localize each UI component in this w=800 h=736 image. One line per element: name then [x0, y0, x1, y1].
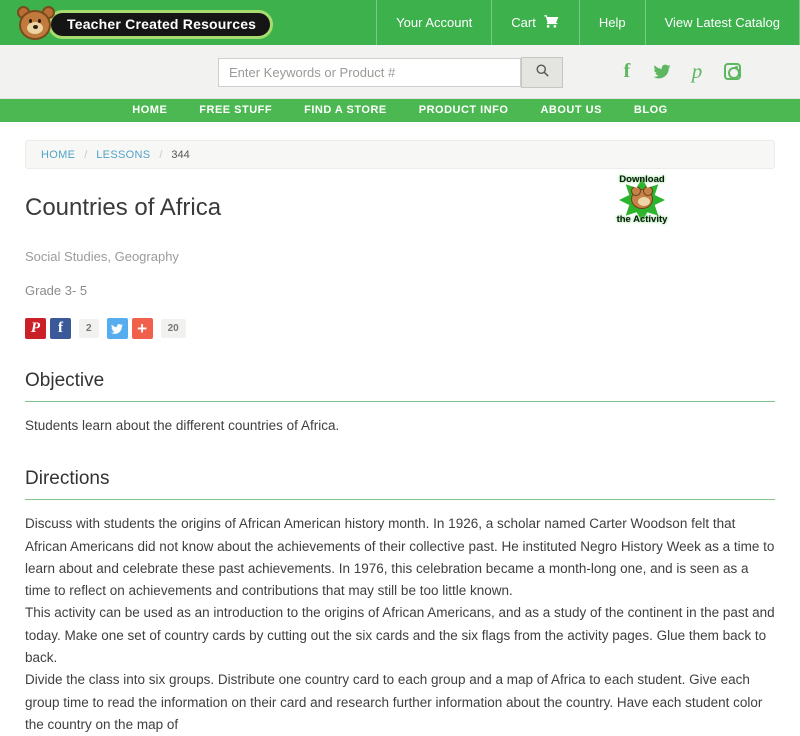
objective-text [25, 415, 775, 437]
social-links [617, 61, 742, 81]
download-activity-badge[interactable] [611, 174, 673, 225]
nav-blog[interactable]: BLOG [633, 104, 668, 116]
search-strip [0, 45, 800, 99]
breadcrumb-home-link[interactable]: HOME [41, 148, 76, 161]
help-link[interactable]: Help [579, 0, 645, 45]
bear-mascot-icon [16, 6, 56, 44]
search-button[interactable] [521, 57, 563, 88]
cart-link[interactable]: Cart [491, 0, 579, 45]
facebook-icon[interactable]: f [623, 60, 631, 82]
lesson-subjects: Social Studies, Geography [25, 249, 179, 264]
breadcrumb-current: 344 [171, 148, 190, 161]
search-input[interactable] [218, 58, 521, 87]
twitter-icon[interactable] [652, 61, 672, 81]
account-menu [376, 0, 800, 45]
nav-product-info[interactable]: PRODUCT INFO [418, 104, 509, 116]
page-title: Countries of Africa [25, 194, 222, 221]
objective-paragraph: Students learn about the different countries of Africa. [25, 418, 340, 433]
nav-home[interactable]: HOME [132, 104, 168, 116]
download-badge-label-bottom: the Activity [616, 214, 668, 225]
facebook-share-button[interactable]: f [50, 318, 71, 339]
lesson-grade: Grade 3- 5 [25, 283, 88, 298]
breadcrumb [25, 140, 775, 169]
download-badge-label-top: Download [619, 174, 665, 185]
twitter-share-button[interactable] [107, 318, 128, 339]
your-account-link[interactable]: Your Account [376, 0, 491, 45]
pinterest-icon[interactable]: p [691, 59, 703, 83]
directions-paragraph: Discuss with students the origins of African American history month. In 1926, a scholar named Carter Woodson felt that African Americans did not know about the achievements of their collective past. He instituted Negro History Week as a time to learn about and celebrate these past achievements. In 1976, this celebration became a month-long one, and is seen as a time to reflect on achievements and contributions that may still be too little known. [25, 516, 775, 599]
addthis-share-button[interactable]: + [132, 318, 153, 339]
share-row [25, 318, 775, 339]
nav-find-a-store[interactable]: FIND A STORE [304, 104, 387, 116]
content [25, 140, 775, 736]
directions-text [25, 513, 775, 736]
site-logo[interactable] [16, 6, 273, 44]
directions-paragraph: Divide the class into six groups. Distribute one country card to each group and a map of Africa to each student. Give each group time to read the information on their card and research further information about the country. Have each student color the country on the map of [25, 672, 763, 732]
breadcrumb-separator: / [84, 148, 88, 161]
pinterest-share-button[interactable]: P [25, 318, 46, 339]
directions-heading: Directions [25, 468, 775, 500]
instagram-icon[interactable] [722, 61, 742, 81]
main-nav [0, 99, 800, 122]
top-header [0, 0, 800, 45]
directions-paragraph: This activity can be used as an introduction to the origins of African Americans, and as a study of the continent in the past and today. Make one set of country cards by cutting out the six cards and the six flags from the activity pages. Glue them back to back. [25, 605, 775, 666]
facebook-share-count: 2 [79, 319, 99, 338]
breadcrumb-lessons-link[interactable]: LESSONS [96, 148, 151, 161]
total-share-count: 20 [161, 319, 186, 338]
nav-about-us[interactable]: ABOUT US [540, 104, 602, 116]
breadcrumb-separator: / [159, 148, 163, 161]
view-latest-catalog-link[interactable]: View Latest Catalog [645, 0, 800, 45]
search-icon [535, 63, 550, 83]
site-logo-text: Teacher Created Resources [48, 10, 273, 39]
cart-icon [543, 13, 560, 32]
nav-free-stuff[interactable]: FREE STUFF [199, 104, 273, 116]
objective-heading: Objective [25, 370, 775, 402]
